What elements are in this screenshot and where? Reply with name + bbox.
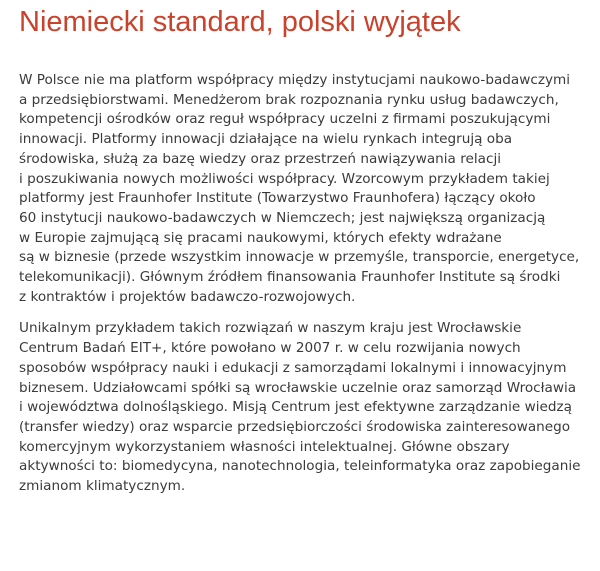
article-body: [19, 71, 585, 497]
paragraph-fraunhofer: [19, 71, 585, 307]
paragraph-eit-plus: [19, 319, 585, 496]
text-line: z kontraktów i projektów badawczo-rozwojowych.: [19, 288, 356, 305]
text-line: sposobów współpracy nauki i edukacji z samorządami lokalnymi i innowacyjnym: [19, 359, 567, 376]
text-line: platformy jest Fraunhofer Institute (Towarzystwo Fraunhofera) łączący około: [19, 190, 536, 207]
text-line: telekomunikacji). Głównym źródłem finansowania Fraunhofer Institute są środki: [19, 269, 561, 286]
text-line: a przedsiębiorstwami. Menedżerom brak rozpoznania rynku usług badawczych,: [19, 91, 559, 108]
text-line: kompetencji ośrodków oraz reguł współpracy uczelni z firmami poszukującymi: [19, 111, 551, 128]
text-line: są w biznesie (przede wszystkim innowacje w przemyśle, transporcie, energetyce,: [19, 249, 580, 266]
text-line: Unikalnym przykładem takich rozwiązań w naszym kraju jest Wrocławskie: [19, 320, 522, 337]
text-line: 60 instytucji naukowo-badawczych w Niemczech; jest największą organizacją: [19, 209, 546, 226]
text-line: aktywności to: biomedycyna, nanotechnologia, teleinformatyka oraz zapobieganie: [19, 458, 581, 475]
text-line: w Europie zajmującą się pracami naukowymi, których efekty wdrażane: [19, 229, 502, 246]
text-line: W Polsce nie ma platform współpracy między instytucjami naukowo-badawczymi: [19, 72, 571, 88]
text-line: innowacji. Platformy innowacji działające na wielu rynkach integrują oba: [19, 131, 513, 148]
text-line: zmianom klimatycznym.: [19, 478, 186, 495]
text-line: i województwa dolnośląskiego. Misją Centrum jest efektywne zarządzanie wiedzą: [19, 399, 572, 416]
article-title: Niemiecki standard, polski wyjątek: [19, 6, 461, 38]
text-line: (transfer wiedzy) oraz wsparcie przedsiębiorczości środowiska zainteresowanego: [19, 418, 571, 435]
text-line: i poszukiwania nowych możliwości współpracy. Wzorcowym przykładem takiej: [19, 170, 550, 187]
text-line: komercyjnym wykorzystaniem własności intelektualnej. Główne obszary: [19, 438, 510, 455]
text-line: biznesem. Udziałowcami spółki są wrocławskie uczelnie oraz samorząd Wrocławia: [19, 379, 577, 396]
text-line: środowiska, służą za bazę wiedzy oraz przestrzeń nawiązywania relacji: [19, 150, 501, 167]
text-line: Centrum Badań EIT+, które powołano w 2007 r. w celu rozwijania nowych: [19, 340, 521, 357]
